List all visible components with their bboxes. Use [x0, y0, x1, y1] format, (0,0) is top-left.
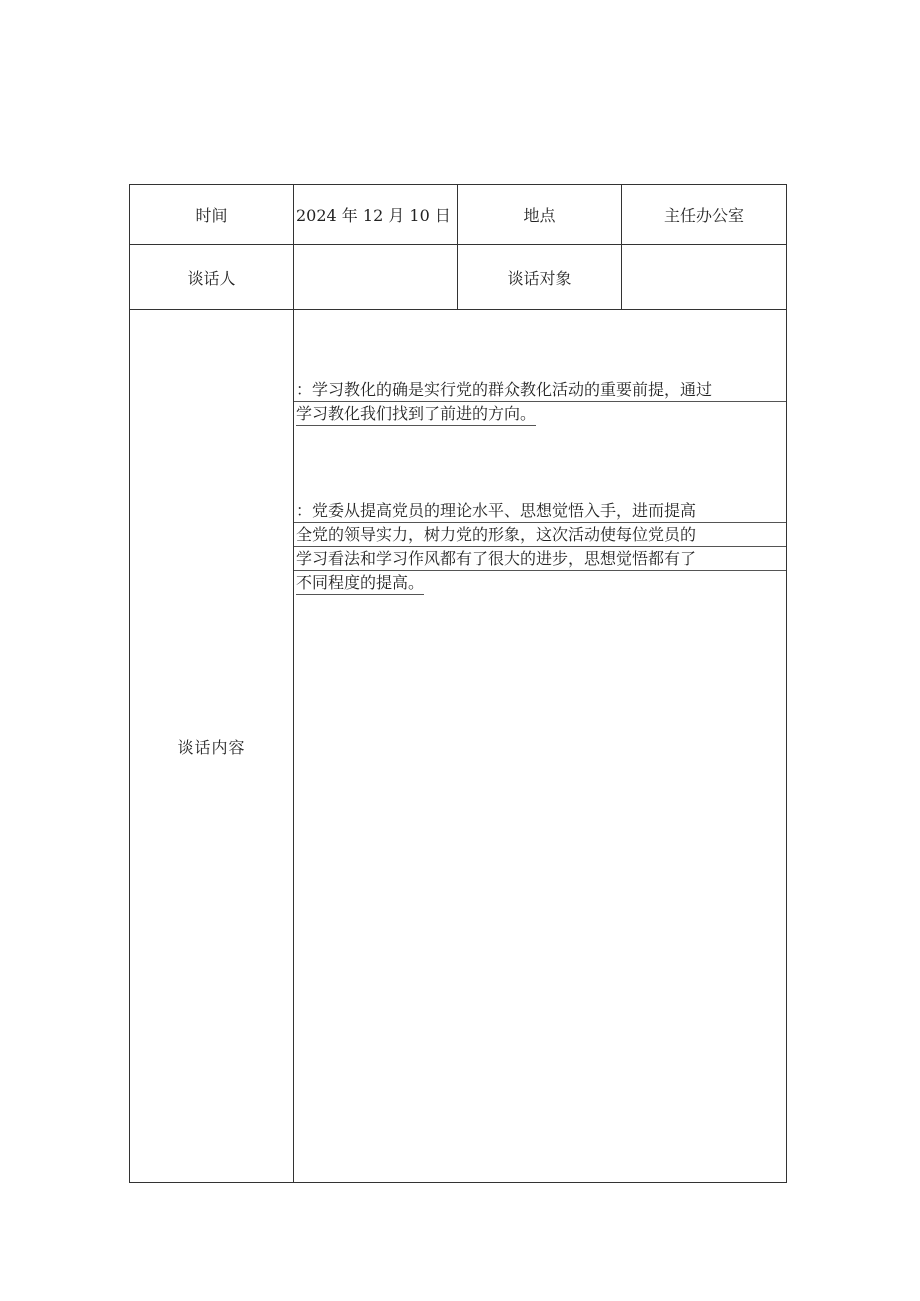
content-line-text: ：学习教化的确是实行党的群众教化活动的重要前提，通过	[296, 380, 713, 399]
content-paragraph-2	[294, 499, 786, 595]
content-line	[294, 402, 786, 426]
row-speaker-target	[130, 245, 787, 310]
content-line	[294, 547, 786, 571]
row-time-place	[130, 185, 787, 245]
talk-record-table	[129, 184, 787, 1183]
content-cell[interactable]	[294, 310, 787, 1183]
time-label: 时间	[130, 185, 294, 245]
content-line	[294, 523, 786, 547]
content-line	[294, 378, 786, 402]
target-label: 谈话对象	[458, 245, 622, 310]
time-value[interactable]: 2024 年 12 月 10 日	[294, 185, 458, 245]
content-line-text: 学习看法和学习作风都有了很大的进步，思想觉悟都有了	[296, 549, 697, 568]
content-line	[294, 571, 786, 595]
content-paragraph-1	[294, 378, 786, 426]
content-line-text: ：党委从提高党员的理论水平、思想觉悟入手，进而提高	[296, 501, 697, 520]
speaker-value[interactable]	[294, 245, 458, 310]
place-value[interactable]: 主任办公室	[622, 185, 787, 245]
target-value[interactable]	[622, 245, 787, 310]
speaker-label: 谈话人	[130, 245, 294, 310]
row-content	[130, 310, 787, 1183]
content-label: 谈话内容	[130, 310, 294, 1183]
content-line-text: 不同程度的提高。	[296, 573, 424, 595]
content-line-text: 学习教化我们找到了前进的方向。	[296, 404, 536, 426]
content-line	[294, 499, 786, 523]
place-label: 地点	[458, 185, 622, 245]
content-line-text: 全党的领导实力，树力党的形象，这次活动使每位党员的	[296, 525, 697, 544]
